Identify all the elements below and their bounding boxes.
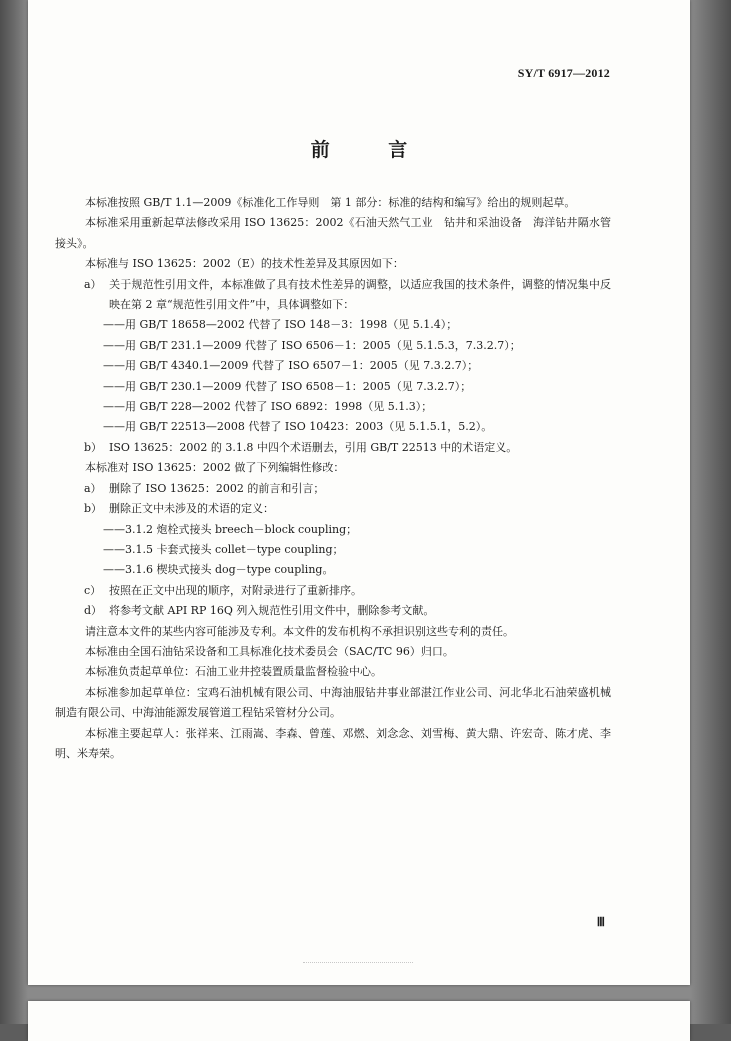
page-title: 前 言: [310, 139, 434, 161]
list-item-editorial-d: [55, 601, 611, 621]
paragraph-committee: 本标准由全国石油钻采设备和工具标准化技术委员会（SAC/TC 96）归口。: [85, 644, 454, 658]
list-item-label: c）: [84, 583, 102, 597]
list-item-label: a）: [84, 277, 102, 291]
sub-item: ——用 GB/T 4340.1—2009 代替了 ISO 6507－1：2005（见 7.3.2.7）；: [103, 359, 479, 373]
list-item-a: [55, 275, 611, 316]
paragraph-lead-drafter: 本标准负责起草单位：石油工业井控装置质量监督检验中心。: [85, 665, 382, 679]
list-item-editorial-a: [55, 479, 611, 499]
paragraph-drafting-rule: 本标准按照 GB/T 1.1—2009《标准化工作导则 第 1 部分：标准的结构和编写》给出的规则起草。: [85, 196, 576, 209]
paragraph-participating-drafters: 本标准参加起草单位：宝鸡石油机械有限公司、中海油服钻井事业部湛江作业公司、河北华北石油荣盛机械制造有限公司、中海油能源发展管道工程钻采管材分公司。: [55, 685, 611, 720]
paragraph-adoption: 本标准采用重新起草法修改采用 ISO 13625：2002《石油天然气工业 钻井和采油设备 海洋钻井隔水管接头》。: [55, 216, 611, 250]
paragraph-editorial-changes: 本标准对 ISO 13625：2002 做了下列编辑性修改：: [85, 461, 345, 475]
list-item-label: b）: [84, 502, 103, 516]
list-item-editorial-b: [55, 499, 611, 519]
sub-item: ——用 GB/T 231.1—2009 代替了 ISO 6506－1：2005（见 5.1.5.3，7.3.2.7）；: [103, 338, 521, 352]
list-item-editorial-c: [55, 581, 611, 601]
standard-number: SY/T 6917—2012: [517, 66, 610, 80]
paragraph-technical-differences: 本标准与 ISO 13625：2002（E）的技术性差异及其原因如下：: [85, 257, 404, 271]
page-number: Ⅲ: [596, 915, 605, 929]
list-item-label: d）: [84, 604, 103, 618]
sub-item: ——用 GB/T 228—2002 代替了 ISO 6892：1998（见 5.1.3）；: [103, 400, 433, 414]
list-item-text: 删除了 ISO 13625：2002 的前言和引言；: [109, 481, 325, 495]
sub-item: ——用 GB/T 22513—2008 代替了 ISO 10423：2003（见 5.1.5.1，5.2）。: [103, 420, 493, 434]
list-item-text: ISO 13625：2002 的 3.1.8 中四个术语删去，引用 GB/T 22513 中的术语定义。: [109, 440, 518, 454]
list-item-text: 删除正文中未涉及的术语的定义：: [109, 502, 274, 516]
next-page-edge: [28, 1001, 690, 1041]
list-item-text: 关于规范性引用文件，本标准做了具有技术性差异的调整，以适应我国的技术条件，调整的情况集中反映在第 2 章“规范性引用文件”中，具体调整如下：: [109, 277, 611, 312]
sub-item: ——3.1.5 卡套式接头 collet－type coupling；: [103, 542, 344, 556]
list-item-label: a）: [84, 481, 102, 495]
list-item-text: 按照在正文中出现的顺序，对附录进行了重新排序。: [109, 583, 362, 597]
list-item-b: [55, 438, 611, 458]
list-item-label: b）: [84, 440, 103, 454]
footer-scan-mark: [303, 962, 413, 964]
list-item-text: 将参考文献 API RP 16Q 列入规范性引用文件中，删除参考文献。: [109, 604, 435, 618]
paragraph-patent-notice: 请注意本文件的某些内容可能涉及专利。本文件的发布机构不承担识别这些专利的责任。: [85, 624, 514, 638]
sub-item: ——3.1.6 楔块式接头 dog－type coupling。: [103, 563, 334, 577]
sub-item: ——3.1.2 炮栓式接头 breech－block coupling；: [103, 522, 358, 536]
paragraph-main-drafters: 本标准主要起草人：张祥来、江雨嵩、李森、曾莲、邓燃、刘念念、刘雪梅、黄大鼎、许宏奇、陈才虎、李明、米寿荣。: [55, 726, 611, 760]
page-body: [55, 193, 611, 764]
sub-item: ——用 GB/T 18658—2002 代替了 ISO 148－3：1998（见 5.1.4）；: [103, 318, 458, 332]
document-page: [28, 0, 690, 985]
sub-item: ——用 GB/T 230.1—2009 代替了 ISO 6508－1：2005（见 7.3.2.7）；: [103, 379, 472, 393]
